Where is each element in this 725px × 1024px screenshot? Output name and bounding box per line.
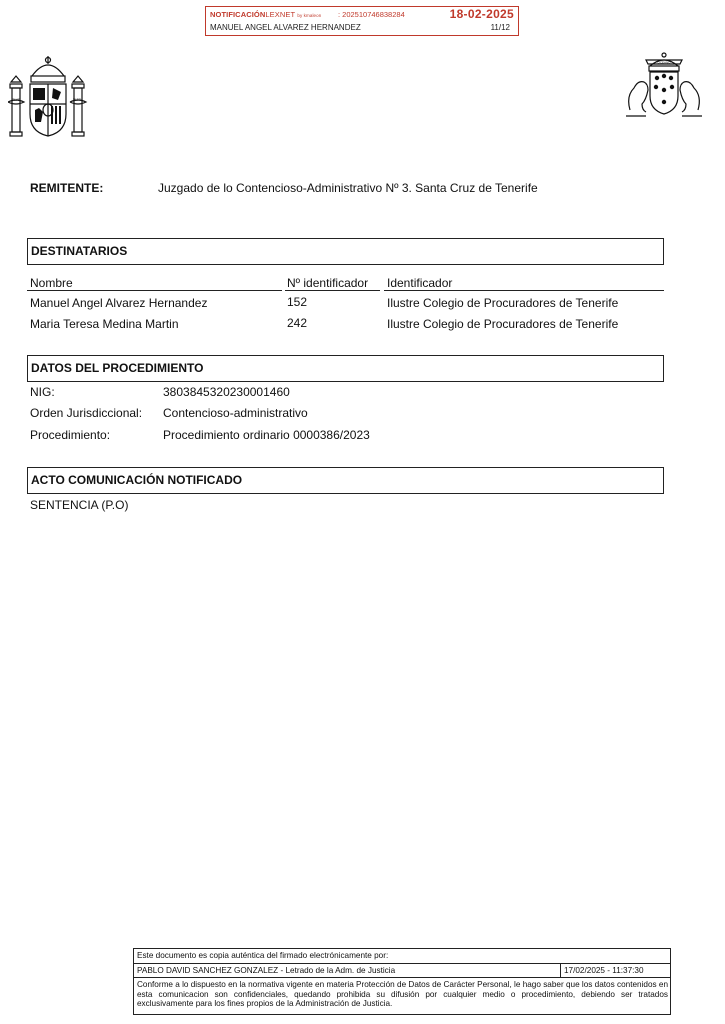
- recipient-2-name: Maria Teresa Medina Martin: [30, 317, 179, 331]
- column-header-numero-identificador: Nº identificador: [287, 276, 369, 290]
- stamp-brand-lexnet: LEXNET: [265, 10, 296, 19]
- remitente-value: Juzgado de lo Contencioso-Administrativo Nº 3. Santa Cruz de Tenerife: [158, 181, 538, 195]
- footer-privacy-notice: Conforme a lo dispuesto en la normativa vigente en materia Protección de Datos de Carácter Personal, le hago saber que los datos contenidos en esta comunicacion son confidenciales, quedando prohibida su difusión por cualquier medio o procedimiento, debiendo ser tratados exclusivamente para los fines propios de la Administración de Justicia.: [137, 980, 668, 1009]
- procedimiento-value: Procedimiento ordinario 0000386/2023: [163, 428, 370, 442]
- signature-footer: [133, 948, 671, 1015]
- stamp-header-row: [210, 9, 516, 21]
- orden-jurisdiccional-value: Contencioso-administrativo: [163, 406, 308, 420]
- column-rule-identificador: [384, 290, 664, 291]
- canarias-coat-of-arms-icon: [624, 52, 704, 122]
- column-header-identificador: Identificador: [387, 276, 453, 290]
- procedimiento-label: Procedimiento:: [30, 428, 111, 442]
- footer-signed-at: 17/02/2025 - 11:37:30: [564, 966, 644, 975]
- nig-label: NIG:: [30, 385, 55, 399]
- stamp-page-number: 11/12: [490, 23, 510, 32]
- ribbon-right-text: VLTRA: [72, 98, 84, 102]
- recipient-2-number: 242: [287, 316, 308, 330]
- footer-divider: [560, 964, 561, 977]
- column-rule-numero: [285, 290, 380, 291]
- ribbon-left-text: PLVS: [12, 98, 20, 102]
- stamp-brand: [210, 10, 321, 19]
- recipient-1-number: 152: [287, 295, 308, 309]
- stamp-recipient: MANUEL ANGEL ALVAREZ HERNANDEZ: [210, 23, 361, 32]
- remitente-label: REMITENTE:: [30, 181, 104, 195]
- procedimiento-section-header: [27, 355, 664, 382]
- canarias-banner-text: OCEANO: [657, 60, 671, 65]
- acto-section-header: [27, 467, 664, 494]
- acto-title: ACTO COMUNICACIÓN NOTIFICADO: [31, 473, 243, 487]
- lexnet-stamp: [205, 6, 519, 36]
- stamp-date: 18-02-2025: [449, 7, 514, 21]
- recipient-1-identificador: Ilustre Colegio de Procuradores de Tenerife: [387, 296, 619, 310]
- procedimiento-title: DATOS DEL PROCEDIMIENTO: [31, 361, 204, 375]
- footer-copy-row: [134, 949, 670, 964]
- stamp-brand-notificacion: NOTIFICACIÓN: [210, 10, 266, 19]
- footer-copy-note: Este documento es copia auténtica del firmado electrónicamente por:: [137, 951, 389, 960]
- stamp-recipient-row: [210, 23, 516, 35]
- destinatarios-title: DESTINATARIOS: [31, 244, 128, 258]
- stamp-brand-by: by kmaleon: [297, 13, 322, 18]
- spain-coat-of-arms-icon: [8, 54, 88, 142]
- footer-signer: PABLO DAVID SANCHEZ GONZALEZ - Letrado de la Adm. de Justicia: [137, 966, 396, 975]
- footer-signer-row: [134, 964, 670, 978]
- destinatarios-section-header: [27, 238, 664, 265]
- stamp-notification-number: : 202510746838284: [338, 10, 405, 19]
- orden-jurisdiccional-label: Orden Jurisdiccional:: [30, 406, 143, 420]
- recipient-1-name: Manuel Angel Alvarez Hernandez: [30, 296, 208, 310]
- acto-value: SENTENCIA (P.O): [30, 498, 129, 512]
- column-header-nombre: Nombre: [30, 276, 73, 290]
- column-rule-nombre: [27, 290, 282, 291]
- nig-value: 3803845320230001460: [163, 385, 290, 399]
- recipient-2-identificador: Ilustre Colegio de Procuradores de Tenerife: [387, 317, 619, 331]
